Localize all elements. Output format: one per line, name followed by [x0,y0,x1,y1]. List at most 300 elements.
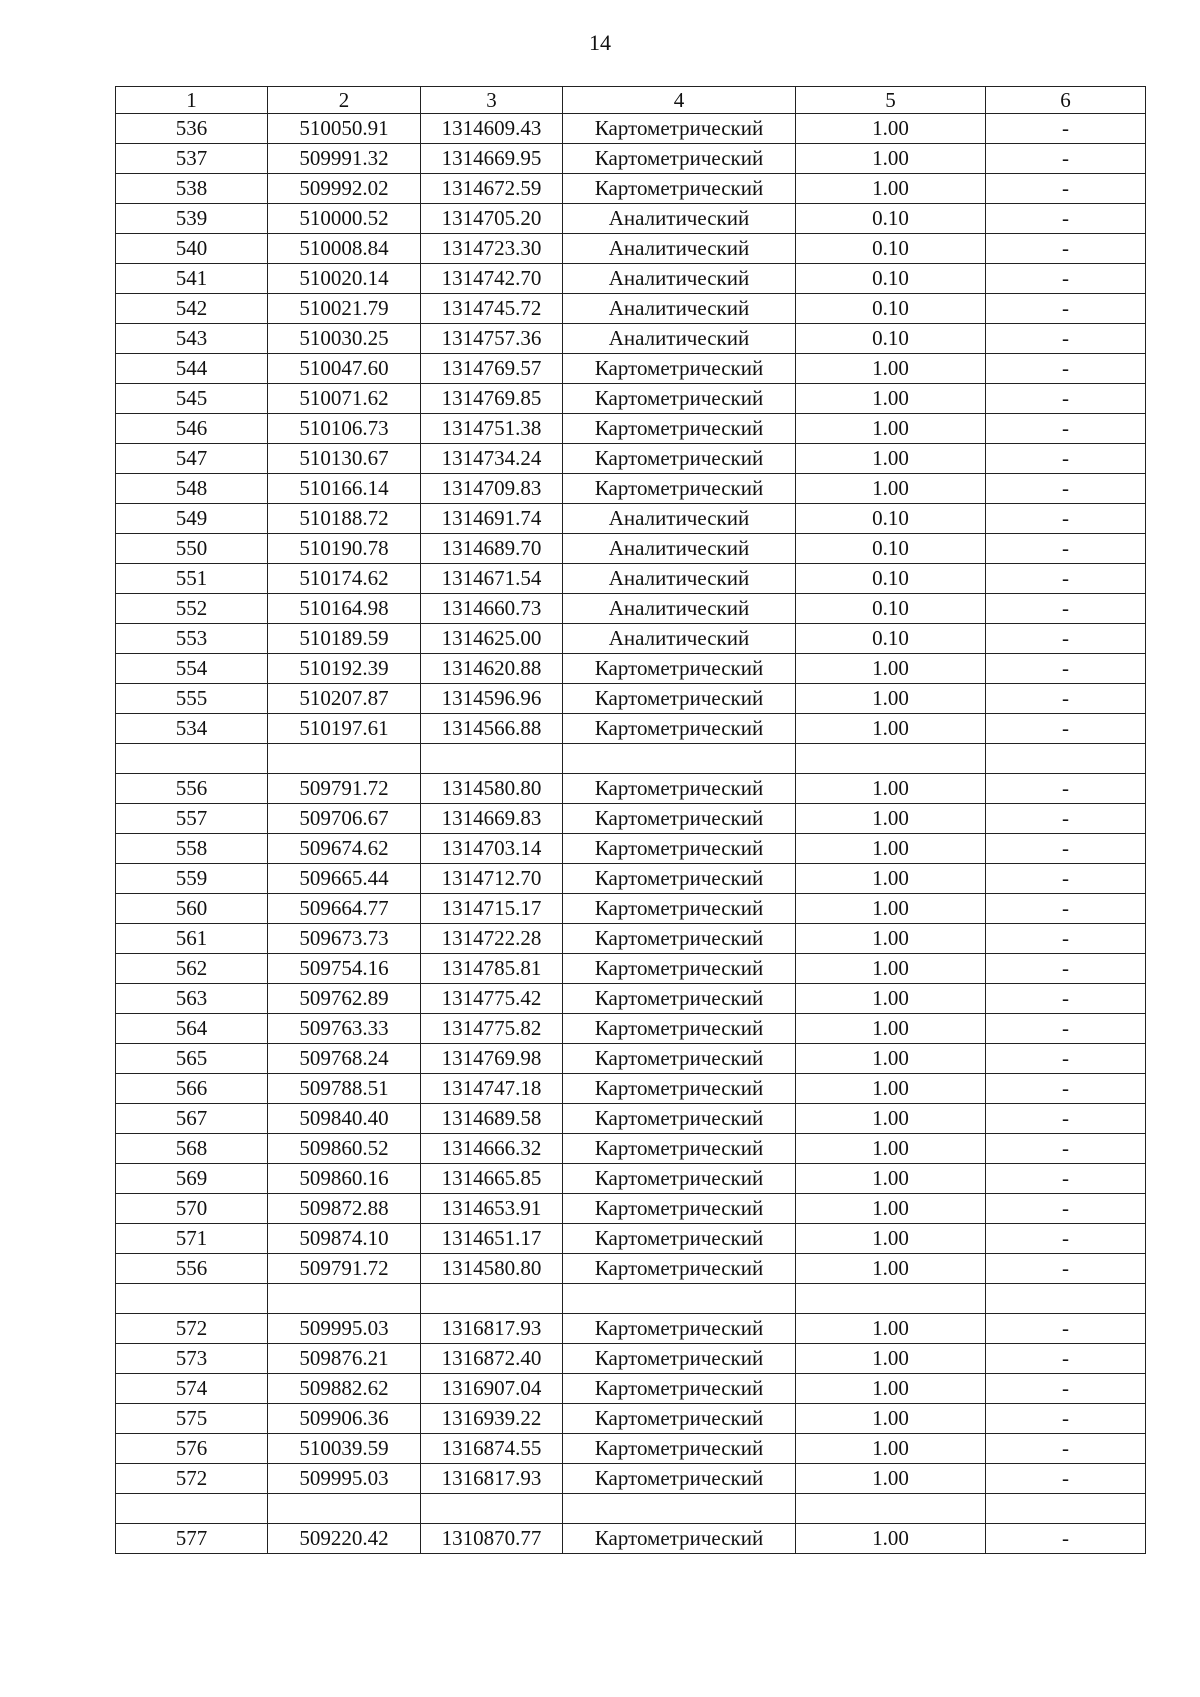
table-body [116,114,1146,1554]
table-cell-col-5: 0.10 [796,234,986,264]
table-cell-col-5: 1.00 [796,384,986,414]
table-cell-col-1: 572 [116,1464,268,1494]
table-cell-col-2: 509995.03 [268,1314,421,1344]
table-cell-col-1: 557 [116,804,268,834]
table-cell-col-5: 1.00 [796,1254,986,1284]
table-cell-col-5: 1.00 [796,984,986,1014]
table-cell-col-4: Картометрический [563,834,796,864]
table-cell-col-3: 1314769.85 [421,384,563,414]
table-cell-col-3: 1314769.57 [421,354,563,384]
table-cell-col-4: Картометрический [563,1044,796,1074]
table-cell-col-6 [986,1494,1146,1524]
table-cell-col-6: - [986,864,1146,894]
table-cell-col-1: 537 [116,144,268,174]
table-cell-col-5: 0.10 [796,294,986,324]
table-cell-col-5: 1.00 [796,474,986,504]
table-cell-col-6 [986,744,1146,774]
table-cell-col-4 [563,1284,796,1314]
table-cell-col-4: Картометрический [563,864,796,894]
table-cell-col-3: 1314665.85 [421,1164,563,1194]
table-cell-col-4: Аналитический [563,234,796,264]
table-cell-col-4 [563,744,796,774]
table-cell-col-6: - [986,1014,1146,1044]
table-cell-col-3: 1314703.14 [421,834,563,864]
table-cell-col-1: 559 [116,864,268,894]
coordinates-table [115,86,1146,1554]
table-row [116,324,1146,354]
table-cell-col-1: 569 [116,1164,268,1194]
table-cell-col-6: - [986,564,1146,594]
table-cell-col-1: 576 [116,1434,268,1464]
table-row [116,354,1146,384]
table-cell-col-5: 1.00 [796,1014,986,1044]
table-cell-col-5: 1.00 [796,1524,986,1554]
table-cell-col-2: 510164.98 [268,594,421,624]
table-cell-col-6: - [986,294,1146,324]
table-cell-col-6: - [986,624,1146,654]
table-cell-col-3: 1314722.28 [421,924,563,954]
table-cell-col-5: 0.10 [796,204,986,234]
table-row [116,504,1146,534]
table-cell-col-4: Картометрический [563,1224,796,1254]
table-cell-col-4: Картометрический [563,1524,796,1554]
table-cell-col-1: 552 [116,594,268,624]
table-cell-col-4: Картометрический [563,1314,796,1344]
table-cell-col-6: - [986,1524,1146,1554]
table-cell-col-6: - [986,504,1146,534]
table-row [116,924,1146,954]
table-cell-col-4: Аналитический [563,564,796,594]
table-cell-col-2: 510166.14 [268,474,421,504]
table-cell-col-3: 1314785.81 [421,954,563,984]
table-row [116,624,1146,654]
table-cell-col-3: 1314671.54 [421,564,563,594]
table-row [116,1164,1146,1194]
table-cell-col-4: Картометрический [563,114,796,144]
table-cell-col-5: 1.00 [796,774,986,804]
table-cell-col-4: Картометрический [563,1134,796,1164]
table-row [116,594,1146,624]
table-cell-col-1: 534 [116,714,268,744]
table-cell-col-3: 1314775.82 [421,1014,563,1044]
table-cell-col-1: 536 [116,114,268,144]
table-cell-col-2: 510039.59 [268,1434,421,1464]
table-cell-col-4: Аналитический [563,324,796,354]
table-cell-col-2: 509860.52 [268,1134,421,1164]
table-cell-col-1: 571 [116,1224,268,1254]
table-cell-col-6: - [986,384,1146,414]
table-cell-col-2: 509762.89 [268,984,421,1014]
table-row [116,1074,1146,1104]
table-cell-col-1: 545 [116,384,268,414]
table-cell-col-1: 574 [116,1374,268,1404]
table-cell-col-5: 1.00 [796,1044,986,1074]
table-cell-col-3: 1314757.36 [421,324,563,354]
table-cell-col-4: Картометрический [563,894,796,924]
table-cell-col-1: 553 [116,624,268,654]
table-cell-col-5: 1.00 [796,1224,986,1254]
table-cell-col-4: Картометрический [563,1014,796,1044]
table-cell-col-5: 1.00 [796,1104,986,1134]
table-cell-col-1: 556 [116,1254,268,1284]
table-cell-col-5: 1.00 [796,1074,986,1104]
table-cell-col-3: 1314596.96 [421,684,563,714]
table-cell-col-6: - [986,414,1146,444]
table-cell-col-3: 1316872.40 [421,1344,563,1374]
table-cell-col-5: 1.00 [796,414,986,444]
table-row [116,1434,1146,1464]
table-cell-col-6: - [986,804,1146,834]
table-cell-col-6: - [986,264,1146,294]
table-cell-col-3: 1314745.72 [421,294,563,324]
table-row [116,1314,1146,1344]
table-cell-col-4: Картометрический [563,984,796,1014]
table-cell-col-1: 567 [116,1104,268,1134]
table-cell-col-4: Картометрический [563,444,796,474]
table-cell-col-3: 1314651.17 [421,1224,563,1254]
table-cell-col-6: - [986,1224,1146,1254]
table-cell-col-3: 1314666.32 [421,1134,563,1164]
table-cell-col-6: - [986,1374,1146,1404]
table-row [116,534,1146,564]
table-cell-col-5: 1.00 [796,1194,986,1224]
table-cell-col-4: Картометрический [563,1464,796,1494]
table-cell-col-2 [268,1284,421,1314]
table-cell-col-1: 565 [116,1044,268,1074]
table-row [116,864,1146,894]
table-cell-col-6: - [986,324,1146,354]
table-cell-col-6 [986,1284,1146,1314]
table-cell-col-2: 509791.72 [268,774,421,804]
table-header [116,87,1146,114]
table-row [116,984,1146,1014]
table-row [116,1134,1146,1164]
table-cell-col-2: 510008.84 [268,234,421,264]
table-cell-col-6: - [986,234,1146,264]
table-cell-col-6: - [986,654,1146,684]
table-cell-col-4: Аналитический [563,534,796,564]
table-cell-col-5: 0.10 [796,624,986,654]
table-cell-col-3: 1314691.74 [421,504,563,534]
table-cell-col-2: 510192.39 [268,654,421,684]
table-row [116,1494,1146,1524]
table-cell-col-1: 554 [116,654,268,684]
table-cell-col-6: - [986,174,1146,204]
table-cell-col-4: Картометрический [563,1404,796,1434]
table-row [116,264,1146,294]
table-cell-col-6: - [986,144,1146,174]
header-row [116,87,1146,114]
table-cell-col-4: Аналитический [563,204,796,234]
table-cell-col-3: 1316817.93 [421,1464,563,1494]
table-cell-col-3: 1316907.04 [421,1374,563,1404]
table-cell-col-4: Картометрический [563,684,796,714]
table-row [116,1224,1146,1254]
table-cell-col-5: 1.00 [796,174,986,204]
table-cell-col-1: 546 [116,414,268,444]
table-cell-col-1: 561 [116,924,268,954]
table-cell-col-1: 539 [116,204,268,234]
column-header-5: 5 [796,87,986,114]
table-cell-col-2: 510197.61 [268,714,421,744]
table-cell-col-6: - [986,1044,1146,1074]
table-cell-col-2: 510021.79 [268,294,421,324]
table-cell-col-5: 1.00 [796,1344,986,1374]
table-row [116,714,1146,744]
table-cell-col-2: 510047.60 [268,354,421,384]
table-cell-col-3: 1314751.38 [421,414,563,444]
table-cell-col-2: 510190.78 [268,534,421,564]
table-cell-col-4: Картометрический [563,1194,796,1224]
table-cell-col-5: 1.00 [796,354,986,384]
table-cell-col-1: 573 [116,1344,268,1374]
table-cell-col-6: - [986,1464,1146,1494]
table-cell-col-6: - [986,1194,1146,1224]
table-cell-col-5 [796,1284,986,1314]
table-cell-col-5: 0.10 [796,504,986,534]
table-cell-col-3: 1314669.83 [421,804,563,834]
table-cell-col-4: Аналитический [563,504,796,534]
table-cell-col-6: - [986,1164,1146,1194]
table-row [116,174,1146,204]
table-cell-col-3: 1314580.80 [421,774,563,804]
table-row [116,744,1146,774]
table-cell-col-4: Картометрический [563,714,796,744]
table-cell-col-3 [421,1494,563,1524]
column-header-6: 6 [986,87,1146,114]
table-cell-col-6: - [986,894,1146,924]
table-cell-col-3 [421,744,563,774]
table-cell-col-3: 1314775.42 [421,984,563,1014]
table-cell-col-3: 1314712.70 [421,864,563,894]
table-cell-col-1: 572 [116,1314,268,1344]
table-row [116,804,1146,834]
table-cell-col-6: - [986,924,1146,954]
table-cell-col-1 [116,1494,268,1524]
table-row [116,474,1146,504]
table-row [116,114,1146,144]
table-row [116,684,1146,714]
table-cell-col-4: Картометрический [563,144,796,174]
table-cell-col-1: 542 [116,294,268,324]
table-cell-col-6: - [986,684,1146,714]
table-row [116,384,1146,414]
table-cell-col-5: 1.00 [796,924,986,954]
table-cell-col-2: 509674.62 [268,834,421,864]
table-row [116,204,1146,234]
table-cell-col-1: 564 [116,1014,268,1044]
table-cell-col-3: 1314580.80 [421,1254,563,1284]
table-row [116,1524,1146,1554]
table-cell-col-6: - [986,534,1146,564]
table-cell-col-1: 570 [116,1194,268,1224]
table-cell-col-1: 541 [116,264,268,294]
table-cell-col-2: 509876.21 [268,1344,421,1374]
table-cell-col-6: - [986,774,1146,804]
table-row [116,1404,1146,1434]
table-cell-col-5: 1.00 [796,1134,986,1164]
table-cell-col-1 [116,744,268,774]
table-cell-col-4: Картометрический [563,804,796,834]
table-cell-col-4: Картометрический [563,1254,796,1284]
table-cell-col-1: 562 [116,954,268,984]
table-row [116,774,1146,804]
table-cell-col-1: 551 [116,564,268,594]
table-cell-col-5: 0.10 [796,594,986,624]
table-cell-col-2: 509791.72 [268,1254,421,1284]
table-row [116,234,1146,264]
table-cell-col-6: - [986,1134,1146,1164]
table-row [116,144,1146,174]
table-cell-col-5: 1.00 [796,834,986,864]
table-cell-col-2: 509665.44 [268,864,421,894]
table-cell-col-5: 1.00 [796,864,986,894]
table-cell-col-4: Картометрический [563,1434,796,1464]
table-cell-col-2: 509872.88 [268,1194,421,1224]
table-cell-col-2: 509706.67 [268,804,421,834]
table-cell-col-3: 1314660.73 [421,594,563,624]
table-cell-col-3: 1314689.70 [421,534,563,564]
table-cell-col-4: Картометрический [563,1104,796,1134]
table-cell-col-1: 538 [116,174,268,204]
table-row [116,1374,1146,1404]
table-cell-col-3: 1316939.22 [421,1404,563,1434]
table-cell-col-5: 1.00 [796,954,986,984]
table-cell-col-3: 1314609.43 [421,114,563,144]
table-cell-col-1: 555 [116,684,268,714]
table-cell-col-3: 1314625.00 [421,624,563,654]
table-row [116,1104,1146,1134]
table-cell-col-3: 1316817.93 [421,1314,563,1344]
table-cell-col-1: 568 [116,1134,268,1164]
table-cell-col-1: 556 [116,774,268,804]
table-cell-col-6: - [986,834,1146,864]
table-cell-col-4: Картометрический [563,474,796,504]
table-cell-col-3: 1314689.58 [421,1104,563,1134]
table-cell-col-2: 510020.14 [268,264,421,294]
table-cell-col-1: 547 [116,444,268,474]
table-cell-col-5: 0.10 [796,264,986,294]
table-cell-col-3: 1314566.88 [421,714,563,744]
table-cell-col-3: 1314669.95 [421,144,563,174]
table-cell-col-3: 1314747.18 [421,1074,563,1104]
table-cell-col-2: 509220.42 [268,1524,421,1554]
table-cell-col-4: Картометрический [563,1374,796,1404]
table-cell-col-4: Картометрический [563,384,796,414]
table-cell-col-5: 1.00 [796,714,986,744]
table-cell-col-5: 1.00 [796,1314,986,1344]
table-cell-col-2: 510189.59 [268,624,421,654]
table-row [116,414,1146,444]
table-cell-col-4: Аналитический [563,264,796,294]
table-cell-col-1: 558 [116,834,268,864]
table-cell-col-1: 540 [116,234,268,264]
table-cell-col-5: 1.00 [796,1164,986,1194]
table-row [116,1464,1146,1494]
table-cell-col-6: - [986,1404,1146,1434]
table-cell-col-1: 577 [116,1524,268,1554]
table-cell-col-5: 1.00 [796,894,986,924]
table-row [116,294,1146,324]
table-cell-col-6: - [986,1254,1146,1284]
table-cell-col-6: - [986,1104,1146,1134]
table-row [116,1194,1146,1224]
table-cell-col-5: 1.00 [796,144,986,174]
table-cell-col-6: - [986,354,1146,384]
table-cell-col-4: Картометрический [563,414,796,444]
table-cell-col-4: Картометрический [563,924,796,954]
table-cell-col-4: Картометрический [563,654,796,684]
table-cell-col-2: 510030.25 [268,324,421,354]
table-cell-col-2: 509673.73 [268,924,421,954]
table-row [116,444,1146,474]
table-cell-col-2 [268,744,421,774]
table-cell-col-5: 1.00 [796,1434,986,1464]
table-cell-col-2: 509906.36 [268,1404,421,1434]
table-cell-col-3: 1314734.24 [421,444,563,474]
table-cell-col-1 [116,1284,268,1314]
table-cell-col-5: 1.00 [796,804,986,834]
table-cell-col-4 [563,1494,796,1524]
table-cell-col-5: 0.10 [796,534,986,564]
table-row [116,954,1146,984]
table-cell-col-1: 549 [116,504,268,534]
table-cell-col-2: 509992.02 [268,174,421,204]
table-cell-col-2: 509860.16 [268,1164,421,1194]
table-cell-col-2: 509874.10 [268,1224,421,1254]
table-cell-col-3: 1314742.70 [421,264,563,294]
table-cell-col-2: 509788.51 [268,1074,421,1104]
table-cell-col-5: 1.00 [796,114,986,144]
table-cell-col-4: Картометрический [563,1164,796,1194]
table-cell-col-3: 1310870.77 [421,1524,563,1554]
table-cell-col-2: 509991.32 [268,144,421,174]
table-row [116,894,1146,924]
column-header-4: 4 [563,87,796,114]
table-row [116,1044,1146,1074]
table-cell-col-3: 1314620.88 [421,654,563,684]
table-cell-col-2: 510207.87 [268,684,421,714]
table-cell-col-1: 550 [116,534,268,564]
table-cell-col-4: Картометрический [563,1074,796,1104]
table-cell-col-2: 510188.72 [268,504,421,534]
table-cell-col-3: 1314769.98 [421,1044,563,1074]
table-cell-col-2: 510000.52 [268,204,421,234]
table-cell-col-5: 1.00 [796,684,986,714]
table-cell-col-1: 548 [116,474,268,504]
table-cell-col-2: 510050.91 [268,114,421,144]
table-cell-col-4: Картометрический [563,354,796,384]
table-cell-col-3: 1314672.59 [421,174,563,204]
table-cell-col-1: 544 [116,354,268,384]
table-cell-col-6: - [986,204,1146,234]
table-row [116,1254,1146,1284]
table-cell-col-5: 1.00 [796,1464,986,1494]
table-cell-col-2: 509840.40 [268,1104,421,1134]
table-cell-col-6: - [986,714,1146,744]
table-cell-col-1: 566 [116,1074,268,1104]
table-cell-col-1: 563 [116,984,268,1014]
table-row [116,564,1146,594]
table-cell-col-3: 1314709.83 [421,474,563,504]
table-cell-col-5: 1.00 [796,654,986,684]
table-cell-col-2: 510174.62 [268,564,421,594]
table-cell-col-4: Картометрический [563,1344,796,1374]
table-cell-col-5: 1.00 [796,1374,986,1404]
table-cell-col-2: 509664.77 [268,894,421,924]
table-cell-col-4: Аналитический [563,594,796,624]
table-cell-col-4: Аналитический [563,624,796,654]
